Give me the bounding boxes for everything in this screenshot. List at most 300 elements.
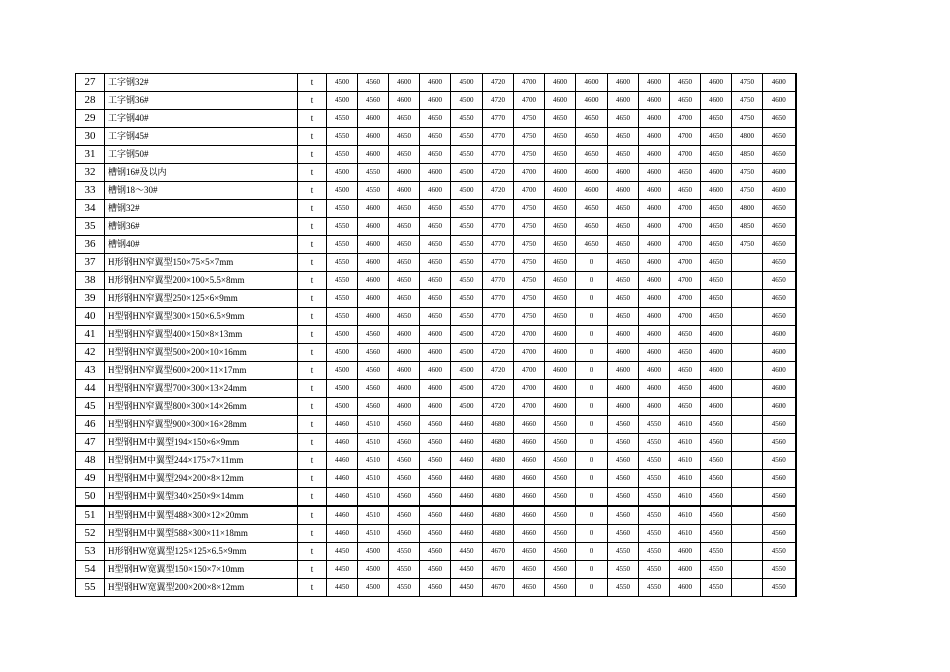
price-cell: 4600 — [576, 74, 608, 92]
price-cell: 4550 — [451, 254, 483, 272]
price-cell: 4600 — [763, 380, 796, 398]
price-cell — [732, 561, 763, 579]
table-row — [76, 146, 796, 164]
price-cell: 4600 — [670, 561, 701, 579]
price-cell — [732, 308, 763, 326]
price-cell: 4660 — [514, 416, 545, 434]
price-cell: 4680 — [483, 416, 514, 434]
price-cell: 4600 — [701, 362, 732, 380]
price-cell: 4600 — [701, 344, 732, 362]
price-cell: 4560 — [545, 561, 576, 579]
price-cell: 4600 — [358, 254, 389, 272]
price-cell: 4600 — [639, 290, 670, 308]
price-cell: 4460 — [327, 506, 358, 525]
price-cell: 4460 — [327, 470, 358, 488]
price-cell: 4560 — [763, 434, 796, 452]
price-cell: 4600 — [763, 164, 796, 182]
price-cell: 4770 — [483, 218, 514, 236]
price-cell: 4560 — [358, 362, 389, 380]
price-cell: 4600 — [701, 326, 732, 344]
price-cell: 4600 — [639, 200, 670, 218]
price-cell: 4560 — [420, 452, 451, 470]
table-row — [76, 74, 796, 92]
table-row — [76, 182, 796, 200]
price-cell: 4510 — [358, 525, 389, 543]
item-name-cell: H型钢HM中翼型588×300×11×18mm — [105, 525, 298, 543]
table-row — [76, 543, 796, 561]
price-cell: 4650 — [545, 110, 576, 128]
price-cell: 4700 — [670, 218, 701, 236]
table-row — [76, 434, 796, 452]
price-cell: 4550 — [639, 452, 670, 470]
price-cell: 4660 — [514, 452, 545, 470]
price-cell — [732, 362, 763, 380]
price-cell: 0 — [576, 398, 608, 416]
row-number-cell: 45 — [76, 398, 105, 416]
price-cell: 4650 — [701, 110, 732, 128]
unit-cell: t — [298, 110, 327, 128]
item-name-cell: 槽钢16#及以内 — [105, 164, 298, 182]
price-cell: 0 — [576, 506, 608, 525]
price-cell: 4650 — [763, 128, 796, 146]
price-cell: 4650 — [701, 308, 732, 326]
item-name-cell: 槽钢32# — [105, 200, 298, 218]
unit-cell: t — [298, 182, 327, 200]
price-cell: 4720 — [483, 344, 514, 362]
item-name-cell: H形钢HW宽翼型125×125×6.5×9mm — [105, 543, 298, 561]
price-cell — [732, 543, 763, 561]
unit-cell: t — [298, 326, 327, 344]
price-cell: 4550 — [451, 236, 483, 254]
price-cell: 4600 — [608, 326, 639, 344]
row-number-cell: 41 — [76, 326, 105, 344]
price-cell: 0 — [576, 344, 608, 362]
price-cell: 4650 — [545, 200, 576, 218]
price-cell: 4650 — [389, 236, 420, 254]
price-cell: 4750 — [732, 92, 763, 110]
price-cell: 4460 — [451, 434, 483, 452]
price-cell: 4650 — [420, 146, 451, 164]
row-number-cell: 53 — [76, 543, 105, 561]
price-cell: 0 — [576, 326, 608, 344]
price-cell — [732, 416, 763, 434]
row-number-cell: 49 — [76, 470, 105, 488]
price-cell: 4600 — [545, 362, 576, 380]
table-row — [76, 326, 796, 344]
price-cell: 4650 — [545, 218, 576, 236]
unit-cell: t — [298, 200, 327, 218]
price-cell: 4550 — [327, 200, 358, 218]
price-cell: 0 — [576, 470, 608, 488]
row-number-cell: 46 — [76, 416, 105, 434]
price-cell: 4510 — [358, 506, 389, 525]
price-cell: 4550 — [763, 561, 796, 579]
price-cell: 4660 — [514, 488, 545, 507]
price-cell: 4600 — [389, 344, 420, 362]
item-name-cell: H型钢HW宽翼型200×200×8×12mm — [105, 579, 298, 597]
price-cell: 4560 — [420, 561, 451, 579]
price-cell: 4650 — [670, 344, 701, 362]
price-cell: 4720 — [483, 380, 514, 398]
price-cell: 4550 — [327, 218, 358, 236]
price-cell: 4560 — [545, 579, 576, 597]
price-cell: 4550 — [701, 579, 732, 597]
unit-cell: t — [298, 506, 327, 525]
item-name-cell: H型钢HM中翼型340×250×9×14mm — [105, 488, 298, 507]
price-cell: 4610 — [670, 488, 701, 507]
price-cell: 4750 — [514, 308, 545, 326]
row-number-cell: 39 — [76, 290, 105, 308]
price-cell: 4650 — [701, 218, 732, 236]
price-cell: 4720 — [483, 326, 514, 344]
price-cell: 4610 — [670, 416, 701, 434]
price-cell: 4600 — [670, 543, 701, 561]
price-cell: 4550 — [701, 543, 732, 561]
price-cell: 4460 — [451, 416, 483, 434]
price-cell: 4600 — [608, 182, 639, 200]
price-cell: 4550 — [608, 579, 639, 597]
price-cell: 4700 — [514, 74, 545, 92]
price-cell: 0 — [576, 561, 608, 579]
price-cell — [732, 272, 763, 290]
price-cell: 4600 — [608, 74, 639, 92]
price-cell: 4650 — [389, 200, 420, 218]
price-cell: 4560 — [420, 579, 451, 597]
price-cell: 4560 — [545, 434, 576, 452]
unit-cell: t — [298, 146, 327, 164]
price-cell: 4720 — [483, 362, 514, 380]
price-cell: 4600 — [608, 362, 639, 380]
price-cell: 4600 — [358, 128, 389, 146]
price-cell: 4600 — [639, 308, 670, 326]
price-cell: 4600 — [763, 362, 796, 380]
unit-cell: t — [298, 561, 327, 579]
price-cell: 4770 — [483, 200, 514, 218]
table-row — [76, 344, 796, 362]
price-cell — [732, 290, 763, 308]
price-cell: 4750 — [732, 182, 763, 200]
unit-cell: t — [298, 308, 327, 326]
price-cell: 4550 — [327, 308, 358, 326]
price-cell: 4560 — [608, 488, 639, 507]
unit-cell: t — [298, 344, 327, 362]
price-cell: 4550 — [327, 236, 358, 254]
price-cell: 4500 — [327, 398, 358, 416]
price-cell: 4650 — [701, 254, 732, 272]
price-cell: 4650 — [701, 200, 732, 218]
price-cell: 4600 — [763, 182, 796, 200]
table-row — [76, 470, 796, 488]
price-cell: 4500 — [451, 362, 483, 380]
row-number-cell: 32 — [76, 164, 105, 182]
item-name-cell: 工字钢50# — [105, 146, 298, 164]
unit-cell: t — [298, 236, 327, 254]
price-cell: 4560 — [608, 506, 639, 525]
row-number-cell: 51 — [76, 506, 105, 525]
price-cell: 4600 — [763, 326, 796, 344]
price-cell: 4600 — [639, 92, 670, 110]
price-cell: 4560 — [389, 470, 420, 488]
price-cell: 4500 — [451, 74, 483, 92]
price-cell: 4560 — [763, 470, 796, 488]
price-cell: 4550 — [451, 308, 483, 326]
price-cell: 4600 — [639, 128, 670, 146]
price-cell: 4460 — [327, 525, 358, 543]
price-cell: 4600 — [420, 74, 451, 92]
price-cell: 4700 — [670, 146, 701, 164]
price-cell: 0 — [576, 543, 608, 561]
price-cell: 4600 — [389, 92, 420, 110]
row-number-cell: 31 — [76, 146, 105, 164]
unit-cell: t — [298, 272, 327, 290]
item-name-cell: H型钢HM中翼型488×300×12×20mm — [105, 506, 298, 525]
price-cell: 4600 — [545, 92, 576, 110]
price-cell: 4600 — [639, 362, 670, 380]
price-cell: 4600 — [420, 326, 451, 344]
price-cell: 4650 — [545, 308, 576, 326]
price-cell: 4600 — [389, 182, 420, 200]
price-cell: 4560 — [420, 416, 451, 434]
price-cell: 4600 — [358, 272, 389, 290]
price-cell: 4650 — [420, 254, 451, 272]
price-cell: 0 — [576, 488, 608, 507]
price-cell: 4650 — [670, 182, 701, 200]
price-cell: 4550 — [451, 146, 483, 164]
price-cell: 4600 — [639, 326, 670, 344]
price-cell: 4600 — [639, 146, 670, 164]
price-cell: 4500 — [451, 344, 483, 362]
price-cell: 4600 — [420, 164, 451, 182]
price-cell: 4600 — [545, 164, 576, 182]
price-cell: 4600 — [420, 344, 451, 362]
price-cell: 4600 — [608, 92, 639, 110]
price-cell: 4600 — [358, 236, 389, 254]
price-cell: 4560 — [389, 452, 420, 470]
price-cell: 4650 — [389, 146, 420, 164]
price-cell: 4650 — [545, 236, 576, 254]
price-cell: 4600 — [576, 92, 608, 110]
price-cell: 4750 — [732, 236, 763, 254]
price-cell: 0 — [576, 452, 608, 470]
price-cell: 4750 — [514, 254, 545, 272]
price-cell: 4600 — [389, 380, 420, 398]
price-cell: 4550 — [358, 164, 389, 182]
price-cell: 4750 — [514, 290, 545, 308]
price-cell: 4650 — [576, 110, 608, 128]
price-cell: 4600 — [639, 110, 670, 128]
price-cell: 4560 — [389, 525, 420, 543]
price-cell: 4510 — [358, 470, 389, 488]
price-cell: 4770 — [483, 128, 514, 146]
price-cell: 4550 — [608, 561, 639, 579]
price-table — [75, 73, 797, 597]
table-row — [76, 200, 796, 218]
price-cell — [732, 470, 763, 488]
price-cell: 4700 — [514, 344, 545, 362]
price-cell: 4650 — [763, 110, 796, 128]
price-cell: 4550 — [389, 561, 420, 579]
price-cell: 4680 — [483, 488, 514, 507]
price-cell: 4650 — [763, 290, 796, 308]
price-cell: 4650 — [420, 218, 451, 236]
price-cell: 4550 — [358, 182, 389, 200]
item-name-cell: H型钢HN窄翼型900×300×16×28mm — [105, 416, 298, 434]
price-cell: 4600 — [358, 200, 389, 218]
price-cell: 4600 — [545, 74, 576, 92]
table-row — [76, 398, 796, 416]
price-cell: 4600 — [358, 218, 389, 236]
price-cell: 4460 — [327, 488, 358, 507]
price-cell: 4560 — [420, 434, 451, 452]
price-cell: 4560 — [420, 543, 451, 561]
table-row — [76, 561, 796, 579]
price-cell — [732, 579, 763, 597]
item-name-cell: 工字钢32# — [105, 74, 298, 92]
table-row — [76, 128, 796, 146]
table-row — [76, 110, 796, 128]
price-cell: 4750 — [514, 200, 545, 218]
price-cell: 4600 — [358, 290, 389, 308]
price-cell: 4550 — [451, 272, 483, 290]
price-cell: 4670 — [483, 579, 514, 597]
price-cell: 4670 — [483, 543, 514, 561]
price-cell: 4700 — [670, 128, 701, 146]
price-cell: 4550 — [639, 434, 670, 452]
price-cell: 4770 — [483, 272, 514, 290]
price-cell: 4600 — [701, 182, 732, 200]
price-cell: 4750 — [514, 110, 545, 128]
item-name-cell: H型钢HN窄翼型300×150×6.5×9mm — [105, 308, 298, 326]
price-cell: 4680 — [483, 434, 514, 452]
table-row — [76, 452, 796, 470]
item-name-cell: H形钢HN窄翼型250×125×6×9mm — [105, 290, 298, 308]
price-cell: 4550 — [639, 470, 670, 488]
price-cell: 4650 — [514, 561, 545, 579]
price-cell: 4850 — [732, 146, 763, 164]
price-cell: 4550 — [327, 146, 358, 164]
price-cell: 4550 — [763, 543, 796, 561]
price-cell: 4650 — [763, 308, 796, 326]
price-cell: 4650 — [670, 398, 701, 416]
unit-cell: t — [298, 128, 327, 146]
row-number-cell: 52 — [76, 525, 105, 543]
price-cell: 4600 — [608, 398, 639, 416]
price-cell: 4560 — [701, 434, 732, 452]
price-cell: 4650 — [608, 200, 639, 218]
price-cell: 4450 — [327, 561, 358, 579]
price-cell: 4550 — [763, 579, 796, 597]
unit-cell: t — [298, 164, 327, 182]
price-cell: 4500 — [451, 92, 483, 110]
row-number-cell: 35 — [76, 218, 105, 236]
unit-cell: t — [298, 74, 327, 92]
price-cell: 4770 — [483, 254, 514, 272]
price-cell: 4600 — [639, 236, 670, 254]
price-cell: 4460 — [327, 416, 358, 434]
price-cell: 4600 — [389, 362, 420, 380]
table-row — [76, 380, 796, 398]
price-cell: 4650 — [389, 308, 420, 326]
price-cell: 4600 — [701, 398, 732, 416]
row-number-cell: 50 — [76, 488, 105, 507]
price-cell: 4600 — [763, 344, 796, 362]
price-cell: 4560 — [763, 452, 796, 470]
row-number-cell: 38 — [76, 272, 105, 290]
price-cell: 0 — [576, 579, 608, 597]
price-cell: 4720 — [483, 398, 514, 416]
price-cell: 4610 — [670, 470, 701, 488]
price-cell: 4510 — [358, 452, 389, 470]
price-cell — [732, 254, 763, 272]
item-name-cell: 工字钢45# — [105, 128, 298, 146]
price-cell: 4500 — [327, 362, 358, 380]
price-cell: 4650 — [389, 218, 420, 236]
price-cell: 4550 — [639, 488, 670, 507]
price-cell: 4560 — [545, 452, 576, 470]
price-cell: 4460 — [451, 506, 483, 525]
price-cell: 4500 — [327, 164, 358, 182]
price-cell: 4650 — [545, 272, 576, 290]
price-cell: 0 — [576, 254, 608, 272]
price-cell: 4560 — [389, 506, 420, 525]
price-cell: 4550 — [639, 525, 670, 543]
price-cell: 4600 — [420, 182, 451, 200]
price-cell: 4650 — [763, 272, 796, 290]
price-cell: 4770 — [483, 290, 514, 308]
price-cell: 4650 — [701, 272, 732, 290]
unit-cell: t — [298, 543, 327, 561]
row-number-cell: 54 — [76, 561, 105, 579]
price-cell — [732, 488, 763, 507]
table-row — [76, 506, 796, 525]
price-cell: 4560 — [608, 416, 639, 434]
price-cell: 4560 — [389, 488, 420, 507]
price-cell: 4650 — [420, 236, 451, 254]
price-cell: 4560 — [701, 525, 732, 543]
price-cell: 4650 — [420, 290, 451, 308]
unit-cell: t — [298, 290, 327, 308]
row-number-cell: 30 — [76, 128, 105, 146]
price-cell: 4660 — [514, 470, 545, 488]
price-cell: 4560 — [358, 74, 389, 92]
price-cell: 4550 — [608, 543, 639, 561]
price-cell: 4700 — [670, 272, 701, 290]
table-row — [76, 164, 796, 182]
price-cell: 4560 — [420, 470, 451, 488]
price-cell — [732, 525, 763, 543]
price-cell: 4750 — [514, 146, 545, 164]
price-cell: 4650 — [701, 290, 732, 308]
price-cell: 4600 — [701, 74, 732, 92]
price-cell: 4600 — [608, 380, 639, 398]
price-cell: 4550 — [639, 506, 670, 525]
price-cell: 4700 — [670, 290, 701, 308]
price-cell: 4560 — [545, 543, 576, 561]
row-number-cell: 36 — [76, 236, 105, 254]
item-name-cell: H型钢HN窄翼型500×200×10×16mm — [105, 344, 298, 362]
item-name-cell: 槽钢40# — [105, 236, 298, 254]
price-cell: 4650 — [608, 236, 639, 254]
price-cell: 4610 — [670, 434, 701, 452]
price-cell: 4650 — [389, 254, 420, 272]
price-cell: 4600 — [545, 344, 576, 362]
price-cell: 4560 — [608, 434, 639, 452]
price-cell: 4650 — [763, 146, 796, 164]
price-cell: 4650 — [420, 272, 451, 290]
price-cell: 4720 — [483, 92, 514, 110]
price-cell: 4550 — [701, 561, 732, 579]
price-cell: 4600 — [701, 164, 732, 182]
